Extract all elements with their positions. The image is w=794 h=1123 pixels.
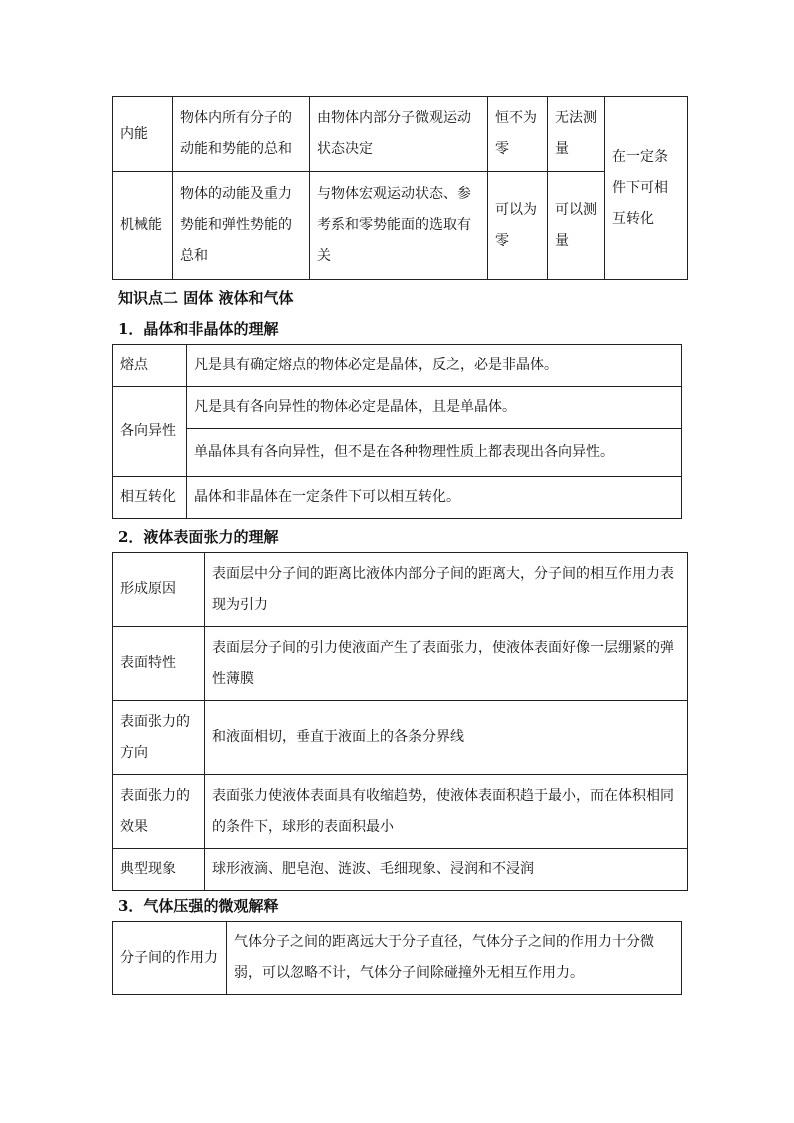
table-row — [113, 172, 688, 280]
table-row — [113, 429, 682, 477]
relation-cell: 在一定条件下可相互转化 — [605, 97, 688, 280]
determinant-cell: 与物体宏观运动状态、参考系和零势能面的选取有关 — [310, 172, 488, 280]
section-title: 知识点二 固体 液体和气体 — [118, 289, 294, 307]
zero-cell: 恒不为零 — [488, 97, 548, 172]
table-row — [113, 345, 682, 387]
measure-cell: 可以测量 — [548, 172, 605, 280]
surface-tension-table — [112, 552, 688, 891]
table-row — [113, 477, 682, 519]
subsection-title: 3．气体压强的微观解释 — [118, 897, 279, 915]
crystal-table — [112, 344, 682, 519]
row-label: 表面张力的效果 — [113, 775, 205, 849]
subsection-title: 1．晶体和非晶体的理解 — [118, 320, 279, 338]
zero-cell: 可以为零 — [488, 172, 548, 280]
row-text: 表面层中分子间的距离比液体内部分子间的距离大，分子间的相互作用力表现为引力 — [205, 553, 688, 627]
definition-cell: 物体内所有分子的动能和势能的总和 — [173, 97, 310, 172]
table-row — [113, 701, 688, 775]
energy-comparison-table — [112, 96, 688, 280]
row-label: 各向异性 — [113, 387, 187, 477]
row-text: 表面层分子间的引力使液面产生了表面张力，使液体表面好像一层绷紧的弹性薄膜 — [205, 627, 688, 701]
table-row — [113, 849, 688, 891]
row-text: 晶体和非晶体在一定条件下可以相互转化。 — [187, 477, 682, 519]
row-text: 单晶体具有各向异性，但不是在各种物理性质上都表现出各向异性。 — [187, 429, 682, 477]
row-label: 形成原因 — [113, 553, 205, 627]
definition-cell: 物体的动能及重力势能和弹性势能的总和 — [173, 172, 310, 280]
measure-cell: 无法测量 — [548, 97, 605, 172]
row-label: 熔点 — [113, 345, 187, 387]
determinant-cell: 由物体内部分子微观运动状态决定 — [310, 97, 488, 172]
table-row — [113, 553, 688, 627]
table-row — [113, 775, 688, 849]
row-text: 凡是具有各向异性的物体必定是晶体，且是单晶体。 — [187, 387, 682, 429]
table-row — [113, 97, 688, 172]
row-text: 和液面相切，垂直于液面上的各条分界线 — [205, 701, 688, 775]
row-label: 机械能 — [113, 172, 173, 280]
row-label: 表面特性 — [113, 627, 205, 701]
row-label: 典型现象 — [113, 849, 205, 891]
row-label: 相互转化 — [113, 477, 187, 519]
row-label: 表面张力的方向 — [113, 701, 205, 775]
subsection-title: 2．液体表面张力的理解 — [118, 528, 279, 546]
row-text: 球形液滴、肥皂泡、涟波、毛细现象、浸润和不浸润 — [205, 849, 688, 891]
row-text: 气体分子之间的距离远大于分子直径，气体分子之间的作用力十分微弱，可以忽略不计，气体分子间除碰撞外无相互作用力。 — [227, 922, 682, 995]
table-row — [113, 922, 682, 995]
row-label: 内能 — [113, 97, 173, 172]
gas-pressure-table — [112, 921, 682, 995]
row-label: 分子间的作用力 — [113, 922, 227, 995]
table-row — [113, 627, 688, 701]
row-text: 凡是具有确定熔点的物体必定是晶体，反之，必是非晶体。 — [187, 345, 682, 387]
table-row — [113, 387, 682, 429]
row-text: 表面张力使液体表面具有收缩趋势，使液体表面积趋于最小，而在体积相同的条件下，球形的表面积最小 — [205, 775, 688, 849]
